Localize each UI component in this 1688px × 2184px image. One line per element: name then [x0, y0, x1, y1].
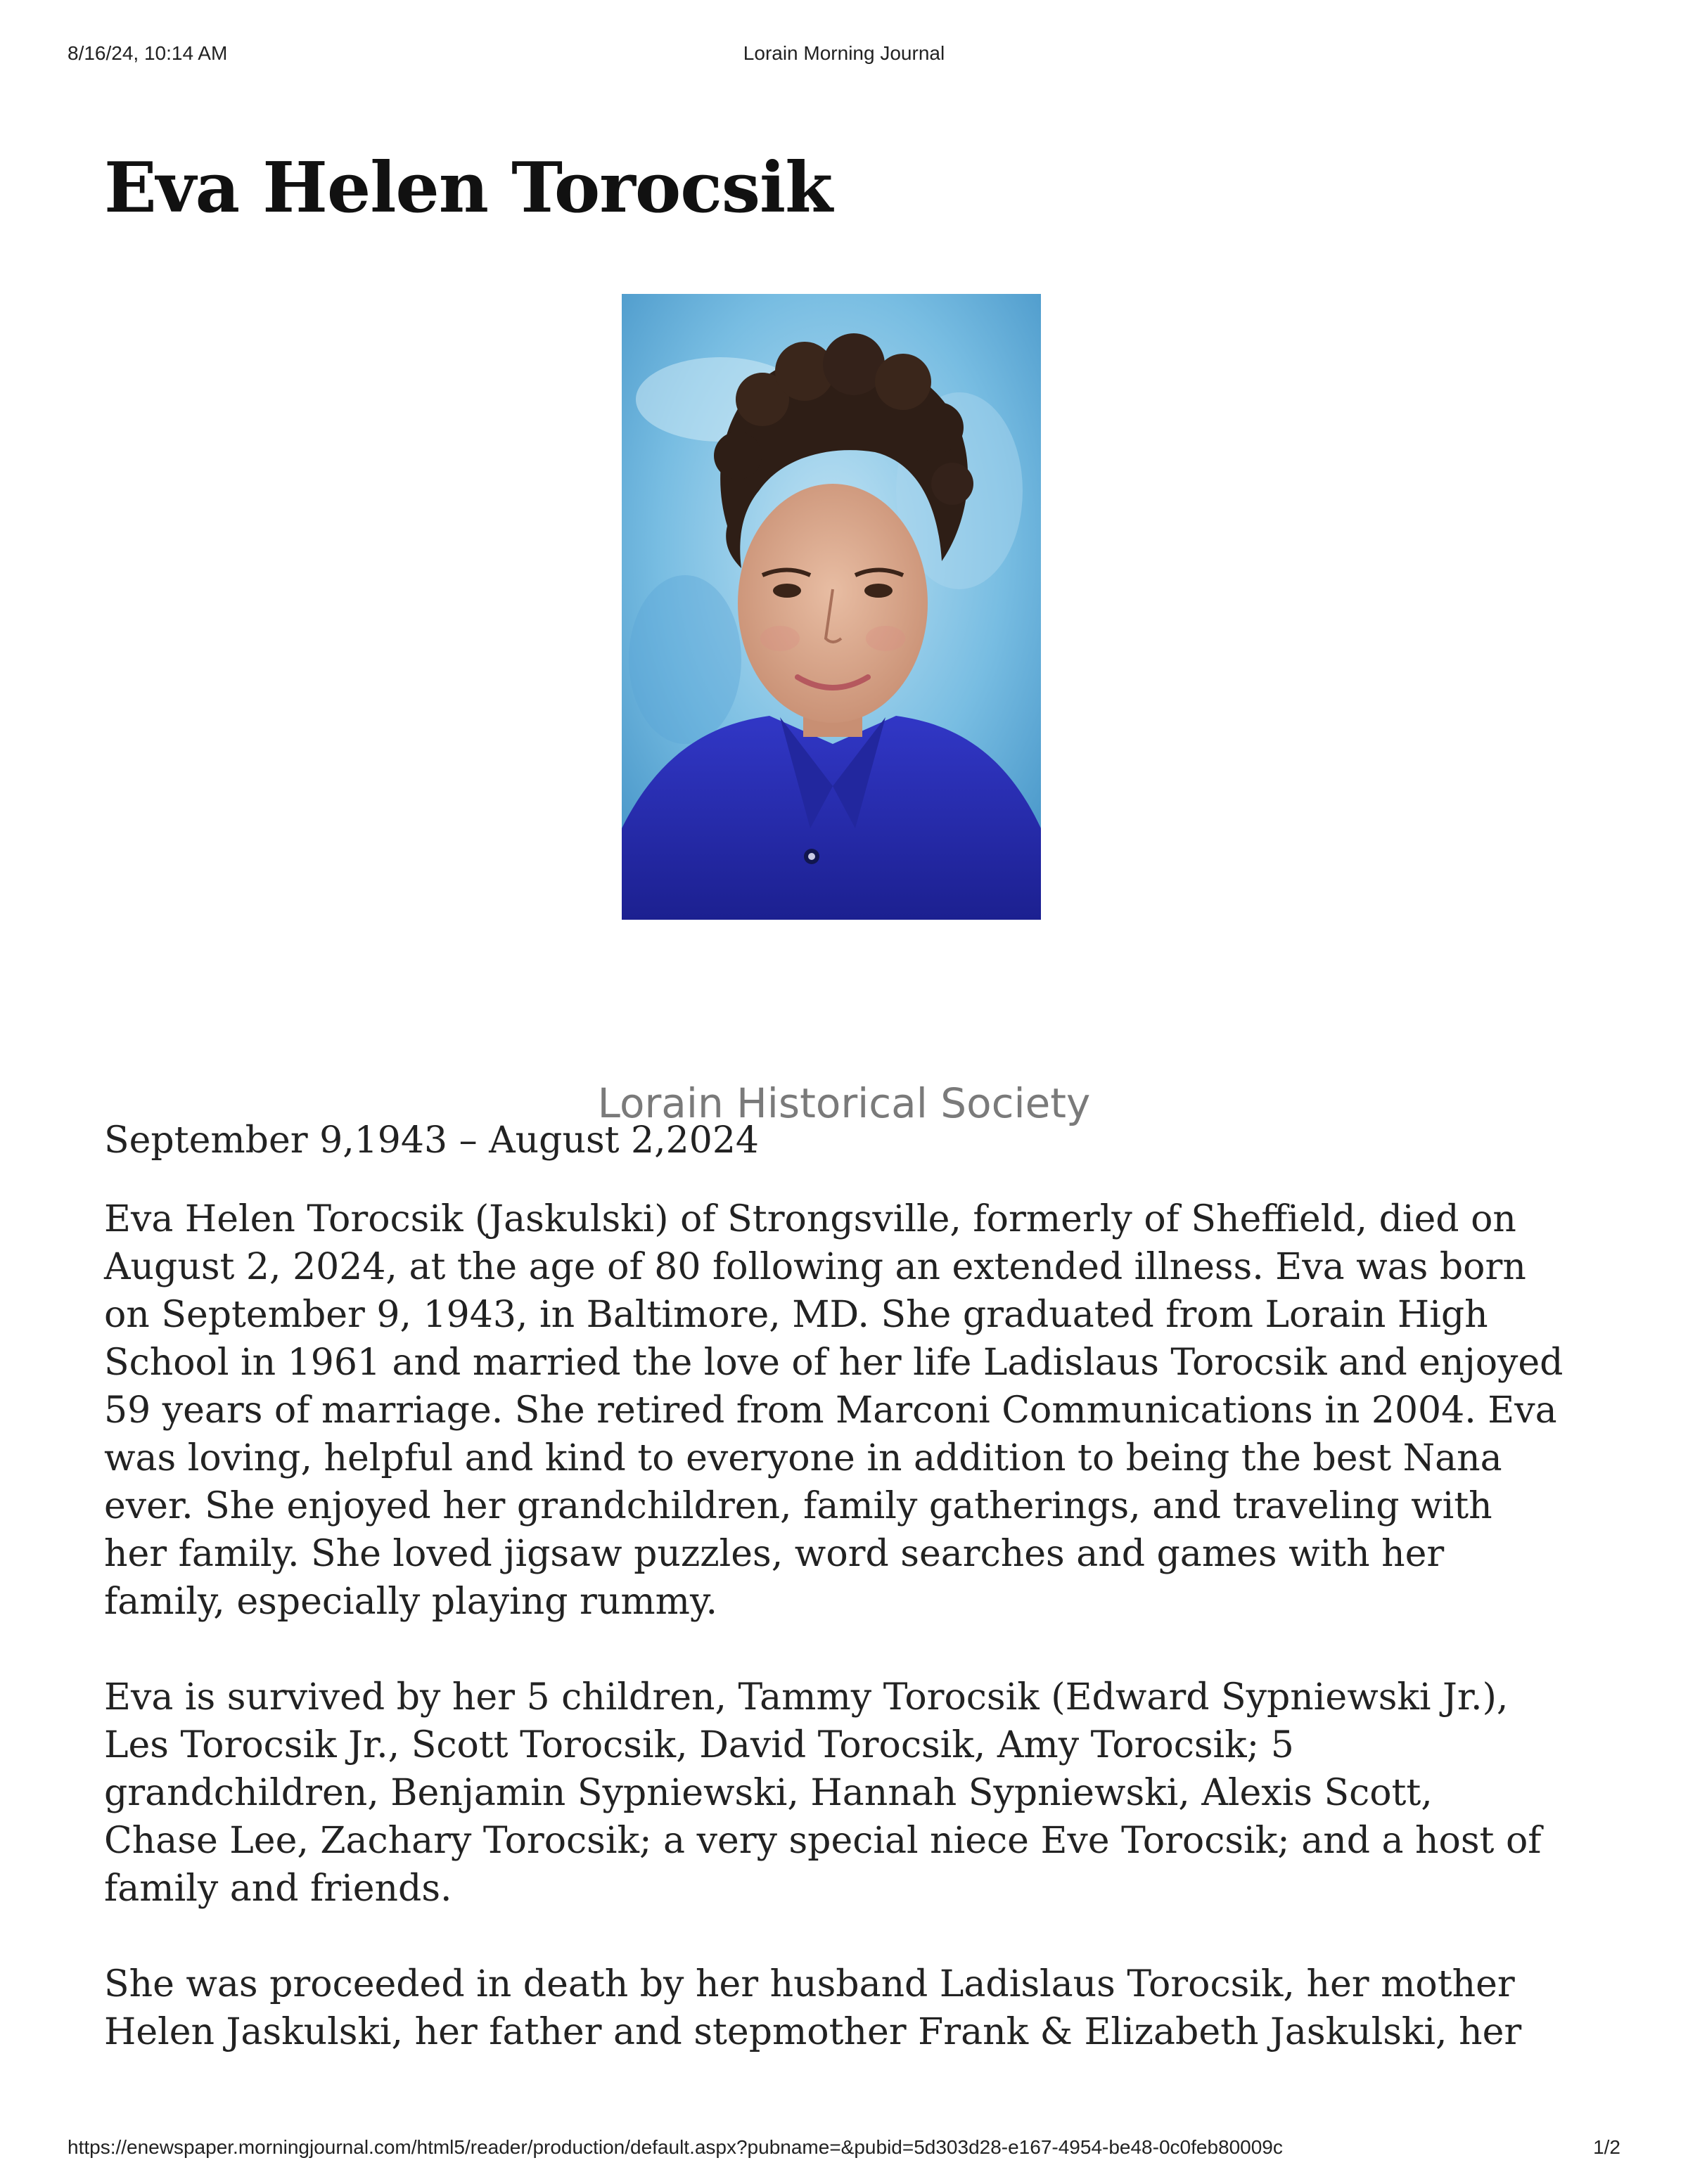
print-source-url: https://enewspaper.morningjournal.com/html5/reader/production/default.aspx?pubname=&pubid=5d303d28-e167-4954-be48-0c0feb80009c	[68, 2136, 1283, 2158]
print-site-title: Lorain Morning Journal	[743, 42, 945, 64]
print-datetime: 8/16/24, 10:14 AM	[68, 42, 228, 64]
page-indicator: 1/2	[1593, 2136, 1620, 2158]
obituary-body	[104, 1195, 1567, 2104]
print-header	[68, 42, 1620, 70]
photo-credit-watermark: Lorain Historical Society	[597, 1079, 1091, 1127]
obituary-paragraph-survivors: Eva is survived by her 5 children, Tammy Torocsik (Edward Sypniewski Jr.), Les Torocsik Jr., Scott Torocsik, David Torocsik, Amy Torocsik; 5 grandchildren, Benjamin Sypniewski, Hannah Sypniewski, Alexis Scott, Chase Lee, Zachary Torocsik; a very special niece Eve Torocsik; and a host of family and friends.	[104, 1676, 1542, 1910]
print-footer	[68, 2136, 1620, 2161]
life-dates: September 9,1943 – August 2,2024	[104, 1119, 759, 1162]
obituary-name: Eva Helen Torocsik	[104, 148, 833, 229]
portrait-photo	[622, 294, 1041, 920]
obituary-paragraph-predeceased: She was proceeded in death by her husband Ladislaus Torocsik, her mother Helen Jaskulski, her father and stepmother Frank & Elizabeth Jaskulski, her	[104, 1963, 1522, 2053]
obituary-paragraph-biography: Eva Helen Torocsik (Jaskulski) of Strongsville, formerly of Sheffield, died on August 2, 2024, at the age of 80 following an extended illness. Eva was born on September 9, 1943, in Baltimore, MD. She graduated from Lorain High School in 1961 and married the love of her life Ladislaus Torocsik and enjoyed 59 years of marriage. She retired from Marconi Communications in 2004. Eva was loving, helpful and kind to everyone in addition to being the best Nana ever. She enjoyed her grandchildren, family gatherings, and traveling with her family. She loved jigsaw puzzles, word searches and games with her family, especially playing rummy.	[104, 1198, 1564, 1623]
